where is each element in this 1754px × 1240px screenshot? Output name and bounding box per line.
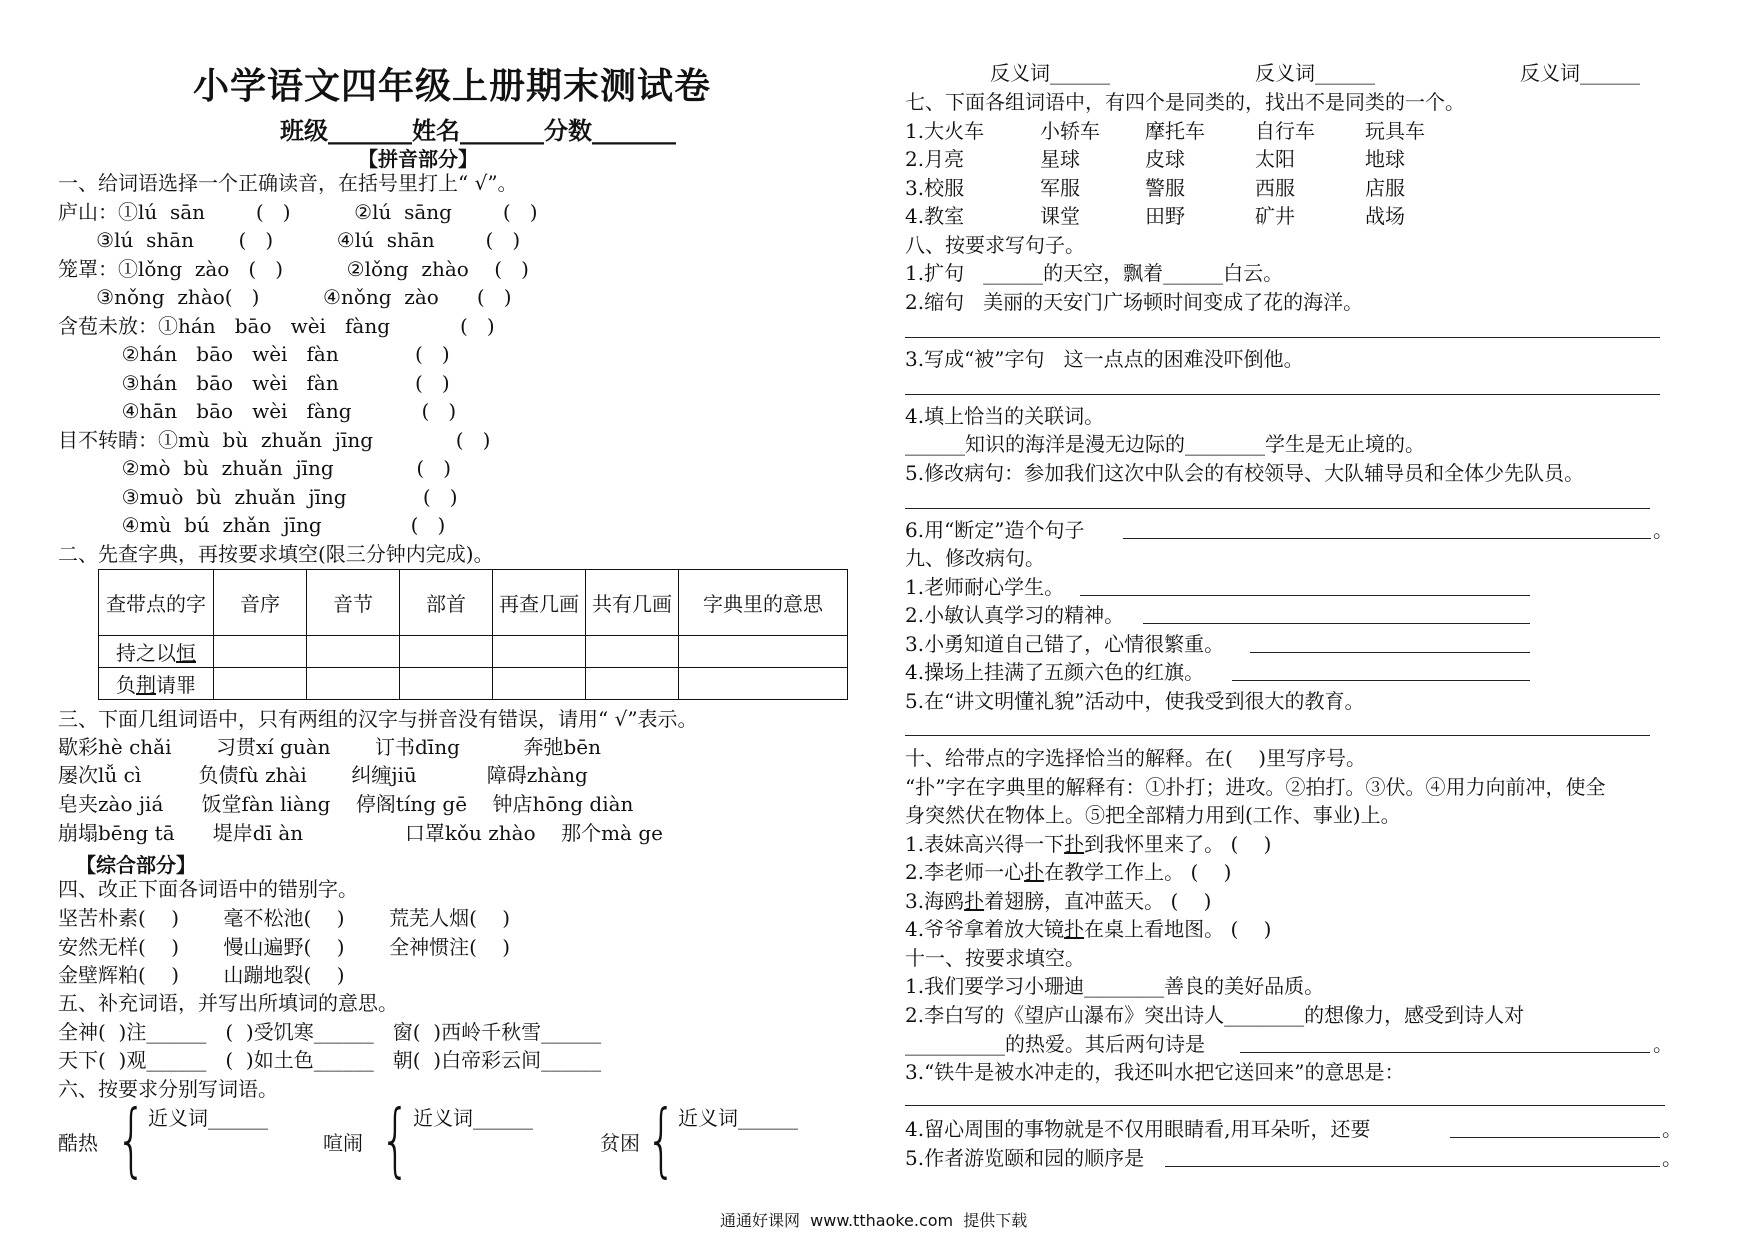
s1-line: 含苞未放：①hán bāo wèi fàng ( ) <box>58 314 495 338</box>
word-item: 星球 <box>1040 147 1080 171</box>
answer-cell[interactable] <box>214 636 307 668</box>
answer-line[interactable] <box>905 1105 1665 1106</box>
s10-definitions: “扑”字在字典里的解释有：①扑打；进攻。②拍打。③伏。④用力向前冲，使全 <box>905 775 1606 799</box>
s3-line: 崩塌bēng tā 堤岸dī àn 口罩kǒu zhào 那个mà ge <box>58 821 663 845</box>
s8-heading: 八、按要求写句子。 <box>905 233 1085 257</box>
table-cell-word: 负荆请罪 <box>99 668 214 700</box>
dictionary-table <box>98 569 848 700</box>
word-item: 店服 <box>1365 176 1405 200</box>
s11-item: __________的热爱。其后两句诗是 <box>905 1032 1205 1056</box>
s11-item: 3.“铁牛是被水冲走的，我还叫水把它送回来”的意思是： <box>905 1060 1405 1084</box>
answer-cell[interactable] <box>679 668 848 700</box>
s5-line: 全神( )注______ ( )受饥寒______ 窗( )西岭千秋雪______ <box>58 1020 602 1044</box>
s4-heading: 四、改正下面各词语中的错别字。 <box>58 877 358 901</box>
answer-cell[interactable] <box>679 636 848 668</box>
s11-heading: 十一、按要求填空。 <box>905 946 1085 970</box>
s11-item: 5.作者游览颐和园的顺序是 <box>905 1146 1145 1170</box>
word-label: 贫困 <box>600 1131 640 1155</box>
table-cell-word: 持之以恒 <box>99 636 214 668</box>
word-item: 摩托车 <box>1145 119 1205 143</box>
answer-cell[interactable] <box>586 636 679 668</box>
word-item: 太阳 <box>1255 147 1295 171</box>
word-item: 皮球 <box>1145 147 1185 171</box>
s7-heading: 七、下面各组词语中，有四个是同类的，找出不是同类的一个。 <box>905 90 1465 114</box>
s1-line: ③nǒng zhào( ) ④nǒng zào ( ) <box>58 285 512 309</box>
s1-line: ③hán bāo wèi fàn ( ) <box>58 371 450 395</box>
synonym-blank[interactable]: 近义词______ <box>148 1106 268 1130</box>
s1-line: 庐山：①lú sān ( ) ②lú sāng ( ) <box>58 200 538 224</box>
answer-line[interactable] <box>1250 652 1530 653</box>
s1-line: ②mò bù zhuǎn jīng ( ) <box>58 456 452 480</box>
s1-heading: 一、给词语选择一个正确读音，在括号里打上“ √”。 <box>58 171 518 195</box>
s11-item: 1.我们要学习小珊迪________善良的美好品质。 <box>905 974 1325 998</box>
period: 。 <box>1653 1032 1673 1056</box>
s10-heading: 十、给带点的字选择恰当的解释。在( )里写序号。 <box>905 746 1367 770</box>
word-item: 西服 <box>1255 176 1295 200</box>
s1-line: ④mù bú zhǎn jīng ( ) <box>58 513 446 537</box>
word-item: 1.大火车 <box>905 119 985 143</box>
s8-item: 2.缩句 美丽的天安门广场顿时间变成了花的海洋。 <box>905 290 1364 314</box>
s10-definitions: 身突然伏在物体上。⑤把全部精力用到(工作、事业)上。 <box>905 803 1401 827</box>
answer-line[interactable] <box>905 508 1650 509</box>
s9-heading: 九、修改病句。 <box>905 546 1045 570</box>
answer-line[interactable] <box>905 394 1660 395</box>
s1-line: ③lú shān ( ) ④lú shān ( ) <box>58 228 521 252</box>
word-item: 自行车 <box>1255 119 1315 143</box>
s3-heading: 三、下面几组词语中，只有两组的汉字与拼音没有错误，请用“ √”表示。 <box>58 707 698 731</box>
word-item: 小轿车 <box>1040 119 1100 143</box>
answer-line[interactable] <box>1143 623 1530 624</box>
answer-cell[interactable] <box>307 636 400 668</box>
table-header: 共有几画 <box>586 570 679 636</box>
answer-line[interactable] <box>1123 538 1651 539</box>
footer-credit: 通通好课网 www.tthaoke.com 提供下载 <box>720 1211 1028 1230</box>
s1-line: ③muò bù zhuǎn jīng ( ) <box>58 485 458 509</box>
table-header: 查带点的字 <box>99 570 214 636</box>
table-header: 再查几画 <box>493 570 586 636</box>
s8-item: 3.写成“被”字句 这一点点的困难没吓倒他。 <box>905 347 1304 371</box>
s8-item: 4.填上恰当的关联词。 <box>905 404 1105 428</box>
s3-line: 皂夹zào jiá 饭堂fàn liàng 停阁tíng gē 钟店hōng diàn <box>58 792 634 816</box>
period: 。 <box>1653 518 1673 542</box>
page-title: 小学语文四年级上册期末测试卷 <box>193 65 712 107</box>
s10-item: 3.海鸥扑着翅膀，直冲蓝天。 ( ) <box>905 889 1212 913</box>
s1-line: ②hán bāo wèi fàn ( ) <box>58 342 450 366</box>
s1-line: ④hān bāo wèi fàng ( ) <box>58 399 457 423</box>
table-header: 字典里的意思 <box>679 570 848 636</box>
brace-icon: { <box>116 1093 147 1186</box>
answer-cell[interactable] <box>307 668 400 700</box>
table-header: 部首 <box>400 570 493 636</box>
pinyin-section-header: 【拼音部分】 <box>358 147 478 171</box>
answer-line[interactable] <box>1165 1166 1660 1167</box>
s9-item: 2.小敏认真学习的精神。 <box>905 603 1125 627</box>
s5-line: 天下( )观______ ( )如土色______ 朝( )白帝彩云间______ <box>58 1048 602 1072</box>
table-header: 音序 <box>214 570 307 636</box>
antonym-blank[interactable]: 反义词______ <box>1520 61 1640 85</box>
word-item: 地球 <box>1365 147 1405 171</box>
s5-heading: 五、补充词语，并写出所填词的意思。 <box>58 991 398 1015</box>
s10-item: 2.李老师一心扑在教学工作上。 ( ) <box>905 860 1232 884</box>
synonym-blank[interactable]: 近义词______ <box>678 1106 798 1130</box>
answer-cell[interactable] <box>400 668 493 700</box>
s11-item: 4.留心周围的事物就是不仅用眼睛看,用耳朵听，还要 <box>905 1117 1371 1141</box>
word-item: 田野 <box>1145 204 1185 228</box>
s3-line: 歇彩hè chǎi 习贯xí guàn 订书dīng 奔弛bēn <box>58 735 601 759</box>
s9-item: 5.在“讲文明懂礼貌”活动中，使我受到很大的教育。 <box>905 689 1365 713</box>
s9-item: 3.小勇知道自己错了，心情很繁重。 <box>905 632 1225 656</box>
s8-item: 6.用“断定”造个句子 <box>905 518 1085 542</box>
antonym-blank[interactable]: 反义词______ <box>1255 61 1375 85</box>
word-label: 酷热 <box>58 1131 98 1155</box>
answer-cell[interactable] <box>493 636 586 668</box>
s1-line: 目不转睛：①mù bù zhuǎn jīng ( ) <box>58 428 491 452</box>
answer-line[interactable] <box>1240 1052 1650 1053</box>
s8-item: 5.修改病句：参加我们这次中队会的有校领导、大队辅导员和全体少先队员。 <box>905 461 1585 485</box>
answer-line[interactable] <box>905 337 1660 338</box>
word-item: 2.月亮 <box>905 147 965 171</box>
comprehensive-section-header: 【综合部分】 <box>76 853 196 877</box>
s10-item: 1.表妹高兴得一下扑到我怀里来了。 ( ) <box>905 832 1272 856</box>
s6-heading: 六、按要求分别写词语。 <box>58 1077 278 1101</box>
s8-item: ______知识的海洋是漫无边际的________学生是无止境的。 <box>905 432 1425 456</box>
period: 。 <box>1662 1117 1682 1141</box>
s11-item: 2.李白写的《望庐山瀑布》突出诗人________的想像力，感受到诗人对 <box>905 1003 1525 1027</box>
word-item: 军服 <box>1040 176 1080 200</box>
word-item: 课堂 <box>1040 204 1080 228</box>
word-item: 警服 <box>1145 176 1185 200</box>
s9-item: 4.操场上挂满了五颜六色的红旗。 <box>905 660 1205 684</box>
s4-line: 坚苦朴素( ) 毫不松池( ) 荒芜人烟( ) <box>58 906 511 930</box>
brace-icon: { <box>380 1093 411 1186</box>
answer-cell[interactable] <box>214 668 307 700</box>
brace-icon: { <box>646 1093 677 1186</box>
word-item: 4.教室 <box>905 204 965 228</box>
s1-line: 笼罩：①lǒng zào ( ) ②lǒng zhào ( ) <box>58 257 529 281</box>
word-item: 战场 <box>1365 204 1405 228</box>
answer-cell[interactable] <box>586 668 679 700</box>
s10-item: 4.爷爷拿着放大镜扑在桌上看地图。 ( ) <box>905 917 1272 941</box>
table-header: 音节 <box>307 570 400 636</box>
word-item: 玩具车 <box>1365 119 1425 143</box>
answer-line[interactable] <box>905 735 1650 736</box>
answer-cell[interactable] <box>493 668 586 700</box>
answer-line[interactable] <box>1080 595 1530 596</box>
answer-cell[interactable] <box>400 636 493 668</box>
word-label: 喧闹 <box>323 1131 363 1155</box>
s4-line: 安然无样( ) 慢山遍野( ) 全神惯注( ) <box>58 935 511 959</box>
synonym-blank[interactable]: 近义词______ <box>413 1106 533 1130</box>
s3-line: 屡次lǚ cì 负债fù zhài 纠缠jiū 障碍zhàng <box>58 763 588 787</box>
answer-line[interactable] <box>1450 1137 1660 1138</box>
s2-heading: 二、先查字典，再按要求填空(限三分钟内完成)。 <box>58 542 494 566</box>
word-item: 矿井 <box>1255 204 1295 228</box>
s9-item: 1.老师耐心学生。 <box>905 575 1065 599</box>
word-item: 3.校服 <box>905 176 965 200</box>
student-info-line: 班级_______姓名_______分数_______ <box>280 116 676 145</box>
antonym-blank[interactable]: 反义词______ <box>990 61 1110 85</box>
answer-line[interactable] <box>1232 680 1530 681</box>
s8-item: 1.扩句 ______的天空，飘着______白云。 <box>905 261 1284 285</box>
period: 。 <box>1662 1146 1682 1170</box>
s4-line: 金壁辉粕( ) 山蹦地裂( ) <box>58 963 345 987</box>
